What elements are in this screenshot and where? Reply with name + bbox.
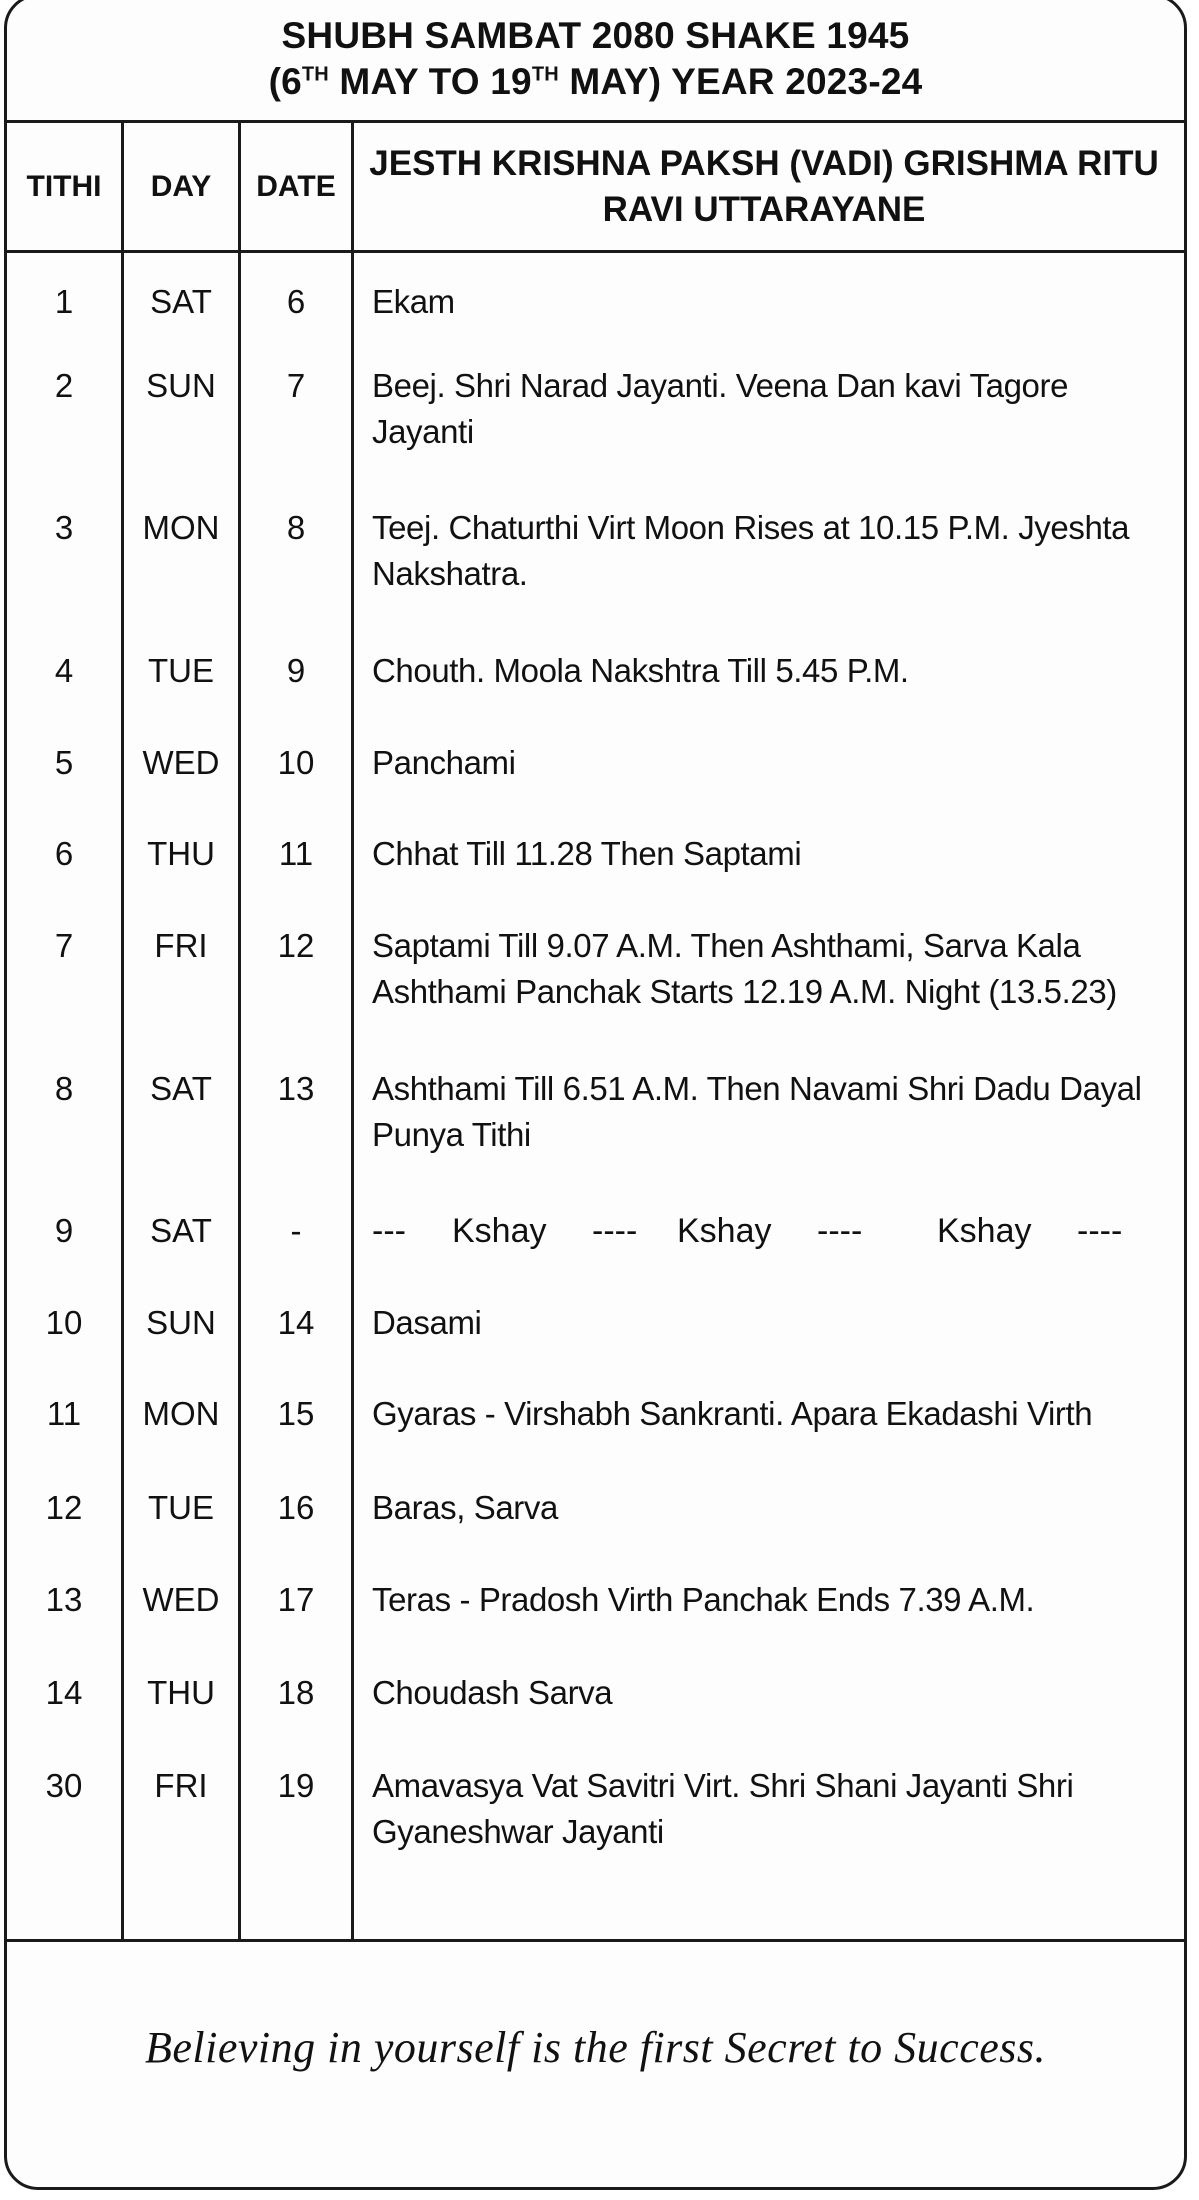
date-cell: 13 (277, 1070, 315, 1107)
tithi-cell: 3 (54, 509, 74, 546)
tithi-cell: 7 (54, 927, 74, 964)
tithi-cell: 30 (45, 1767, 83, 1804)
day-cell: SUN (146, 367, 216, 404)
day-cell: SAT (150, 283, 212, 320)
date-cell: 17 (277, 1581, 315, 1618)
kshay-fragment: Kshay (677, 1212, 772, 1250)
table-header (7, 123, 1184, 253)
kshay-fragment: Kshay (937, 1212, 1032, 1250)
event-cell: Baras, Sarva (372, 1489, 558, 1526)
calendar-card (4, 0, 1187, 2190)
day-cell: WED (142, 744, 220, 781)
footer-quote: Believing in yourself is the first Secret to Success. (145, 2023, 1046, 2072)
title-line-2: (6TH MAY TO 19TH MAY) YEAR 2023-24 (268, 61, 923, 102)
event-cell: Chhat Till 11.28 Then Saptami (372, 835, 802, 872)
event-cell: Choudash Sarva (372, 1674, 613, 1711)
date-cell: 16 (277, 1489, 315, 1526)
tithi-cell: 11 (46, 1395, 82, 1432)
date-cell: 12 (277, 927, 315, 964)
title-line-1: SHUBH SAMBAT 2080 SHAKE 1945 (281, 15, 910, 56)
kshay-fragment: --- (372, 1212, 406, 1250)
date-cell: 6 (286, 283, 306, 320)
event-cell: Teej. Chaturthi Virt Moon Rises at 10.15 P.M. Jyeshta Nakshatra. (372, 509, 1130, 592)
date-cell: 18 (277, 1674, 315, 1711)
kshay-fragment: ---- (592, 1212, 638, 1250)
date-cell: 7 (286, 367, 306, 404)
tithi-cell: 13 (45, 1581, 83, 1618)
kshay-fragment: Kshay (452, 1212, 547, 1250)
day-cell: FRI (154, 927, 208, 964)
header-day: DAY (150, 169, 212, 203)
event-cell: Ekam (372, 283, 455, 320)
day-cell: SAT (150, 1070, 212, 1107)
day-cell: TUE (148, 1489, 214, 1526)
header-events-line-1: JESTH KRISHNA PAKSH (VADI) GRISHMA RITU (369, 143, 1159, 183)
header-tithi: TITHI (26, 169, 102, 203)
column-divider (351, 123, 354, 1939)
tithi-cell: 6 (54, 835, 74, 872)
tithi-cell: 1 (54, 283, 74, 320)
event-cell: Teras - Pradosh Virth Panchak Ends 7.39 A.M. (372, 1581, 1035, 1618)
event-cell: Saptami Till 9.07 A.M. Then Ashthami, Sarva Kala Ashthami Panchak Starts 12.19 A.M. Night (13.5.23) (372, 927, 1117, 1010)
day-cell: SUN (146, 1304, 216, 1341)
day-cell: FRI (154, 1767, 208, 1804)
date-cell: 19 (277, 1767, 315, 1804)
event-cell: Chouth. Moola Nakshtra Till 5.45 P.M. (372, 652, 909, 689)
date-cell: - (290, 1212, 302, 1249)
header-events (354, 123, 1174, 250)
event-cell: Beej. Shri Narad Jayanti. Veena Dan kavi Tagore Jayanti (372, 367, 1069, 450)
tithi-cell: 10 (45, 1304, 83, 1341)
footer-divider (7, 1939, 1184, 1942)
header-date: DATE (256, 169, 336, 203)
day-cell: MON (142, 1395, 220, 1432)
tithi-cell: 2 (54, 367, 74, 404)
day-cell: SAT (150, 1212, 212, 1249)
page-title (7, 0, 1184, 123)
event-cell: Ashthami Till 6.51 A.M. Then Navami Shri Dadu Dayal Punya Tithi (372, 1070, 1142, 1153)
day-cell: THU (147, 835, 215, 872)
day-cell: TUE (148, 652, 214, 689)
tithi-cell: 5 (54, 744, 74, 781)
event-cell: Dasami (372, 1304, 482, 1341)
date-cell: 11 (278, 835, 314, 872)
day-cell: MON (142, 509, 220, 546)
date-cell: 10 (277, 744, 315, 781)
kshay-fragment: ---- (817, 1212, 863, 1250)
date-cell: 8 (286, 509, 306, 546)
tithi-cell: 4 (54, 652, 74, 689)
tithi-cell: 14 (45, 1674, 83, 1711)
event-cell: Amavasya Vat Savitri Virt. Shri Shani Jayanti Shri Gyaneshwar Jayanti (372, 1767, 1074, 1850)
tithi-cell: 8 (54, 1070, 74, 1107)
day-cell: WED (142, 1581, 220, 1618)
date-cell: 9 (286, 652, 306, 689)
header-events-line-2: RAVI UTTARAYANE (602, 189, 926, 229)
date-cell: 14 (277, 1304, 315, 1341)
date-cell: 15 (277, 1395, 315, 1432)
event-cell: Gyaras - Virshabh Sankranti. Apara Ekadashi Virth (372, 1395, 1093, 1432)
tithi-cell: 9 (54, 1212, 74, 1249)
kshay-fragment: ---- (1077, 1212, 1123, 1250)
tithi-cell: 12 (45, 1489, 83, 1526)
day-cell: THU (147, 1674, 215, 1711)
event-cell: Panchami (372, 744, 516, 781)
